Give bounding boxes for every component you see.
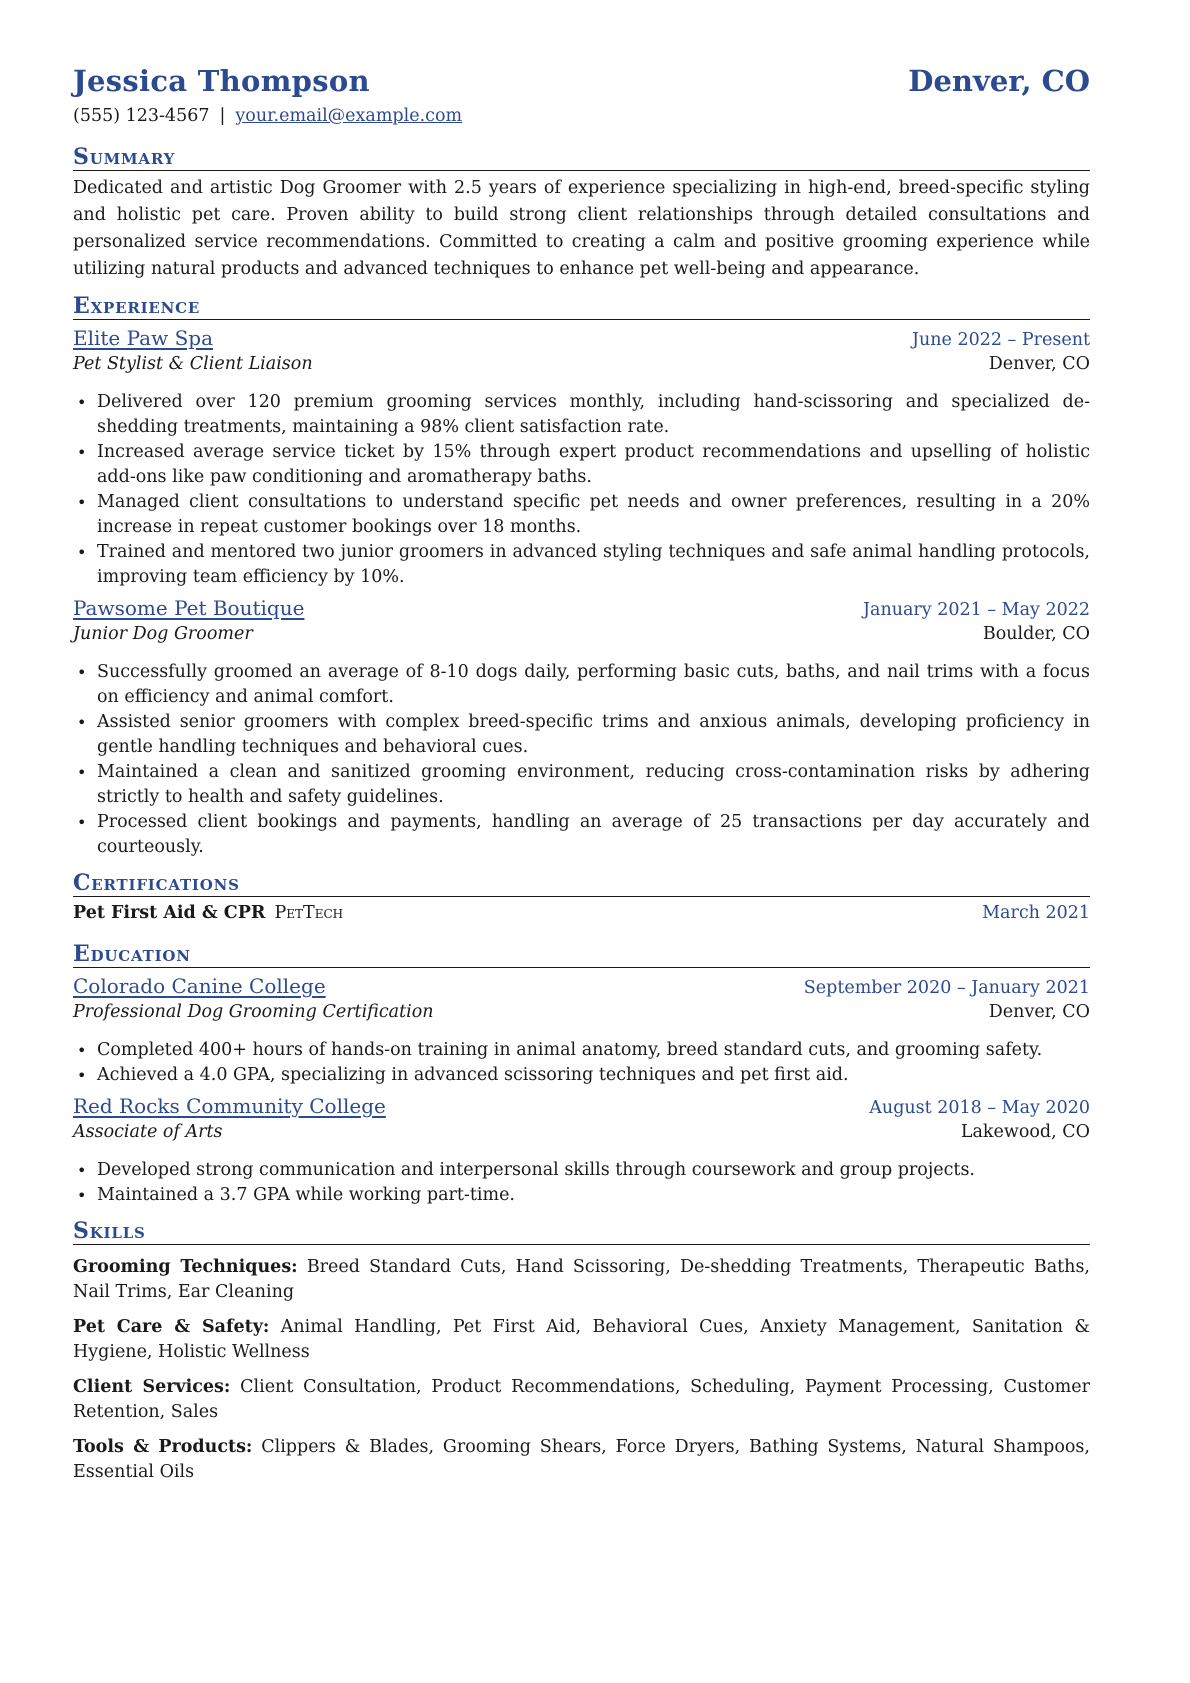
experience-entry	[73, 596, 1090, 860]
list-item: • Maintained a clean and sanitized grooming environment, reducing cross-contamination risks by adhering strictly to health and safety guidelines.	[97, 760, 1090, 810]
summary-text: Dedicated and artistic Dog Groomer with 2.5 years of experience specializing in high-end, breed-specific styling and holistic pet care. Proven ability to build strong client relationships through detailed consultations and personalized service recommendations. Committed to creating a calm and positive grooming experience while utilizing natural products and advanced techniques to enhance pet well-being and appearance.	[73, 178, 1090, 279]
achievement-list	[73, 660, 1090, 860]
certification-date: March 2021	[982, 903, 1090, 923]
skill-category-label: Grooming Techniques:	[73, 1257, 298, 1277]
list-item: • Successfully groomed an average of 8-10 dogs daily, performing basic cuts, baths, and nail trims with a focus on efficiency and animal comfort.	[97, 660, 1090, 710]
education-dates: August 2018 – May 2020	[869, 1098, 1090, 1118]
degree-title: Associate of Arts	[73, 1122, 223, 1142]
contact-separator: |	[219, 106, 226, 126]
school-name[interactable]: Colorado Canine College	[73, 974, 326, 998]
skill-group	[73, 1435, 1090, 1485]
job-title: Pet Stylist & Client Liaison	[73, 354, 313, 374]
list-item: • Managed client consultations to understand specific pet needs and owner preferences, resulting in a 20% increase in repeat customer bookings over 18 months.	[97, 490, 1090, 540]
school-location: Lakewood, CO	[960, 1122, 1090, 1142]
school-location: Denver, CO	[988, 1002, 1090, 1022]
phone-number: (555) 123-4567	[73, 106, 210, 126]
certification-entry	[73, 903, 1090, 931]
email-link[interactable]: your.email@example.com	[235, 106, 463, 126]
education-entry	[73, 1094, 1090, 1208]
skill-items: Animal Handling, Pet First Aid, Behavioral Cues, Anxiety Management, Sanitation & Hygiene, Holistic Wellness	[73, 1317, 1090, 1362]
skill-items: Clippers & Blades, Grooming Shears, Force Dryers, Bathing Systems, Natural Shampoos, Essential Oils	[73, 1437, 1090, 1482]
skill-category-label: Client Services:	[73, 1377, 231, 1397]
candidate-location: Denver, CO	[908, 64, 1090, 98]
resume-header	[73, 64, 1090, 104]
list-item: • Completed 400+ hours of hands-on training in animal anatomy, breed standard cuts, and grooming safety.	[97, 1038, 1090, 1063]
candidate-name: Jessica Thompson	[73, 64, 370, 98]
section-title-experience: Experience	[73, 293, 1090, 320]
section-title-education: Education	[73, 941, 1090, 968]
job-location: Boulder, CO	[982, 624, 1090, 644]
skill-items: Client Consultation, Product Recommendations, Scheduling, Payment Processing, Customer Retention, Sales	[73, 1377, 1090, 1422]
list-item: • Maintained a 3.7 GPA while working part-time.	[97, 1183, 1090, 1208]
list-item: • Achieved a 4.0 GPA, specializing in advanced scissoring techniques and pet first aid.	[97, 1063, 1090, 1088]
list-item: • Delivered over 120 premium grooming services monthly, including hand-scissoring and specialized de-shedding treatments, maintaining a 98% client satisfaction rate.	[97, 390, 1090, 440]
employer-name[interactable]: Elite Paw Spa	[73, 326, 214, 350]
certification-name: Pet First Aid & CPR	[73, 903, 266, 923]
school-name[interactable]: Red Rocks Community College	[73, 1094, 386, 1118]
education-dates: September 2020 – January 2021	[803, 978, 1090, 998]
education-detail-list	[73, 1038, 1090, 1088]
skill-group	[73, 1255, 1090, 1305]
skill-category-label: Tools & Products:	[73, 1437, 253, 1457]
skill-group	[73, 1315, 1090, 1365]
achievement-list	[73, 390, 1090, 590]
employment-dates: June 2022 – Present	[911, 330, 1090, 350]
contact-line	[73, 106, 1090, 134]
section-title-certifications: Certifications	[73, 870, 1090, 897]
list-item: • Increased average service ticket by 15% through expert product recommendations and upselling of holistic add-ons like paw conditioning and aromatherapy baths.	[97, 440, 1090, 490]
job-title: Junior Dog Groomer	[73, 624, 253, 644]
skill-items: Breed Standard Cuts, Hand Scissoring, De-shedding Treatments, Therapeutic Baths, Nail Trims, Ear Cleaning	[73, 1257, 1090, 1302]
list-item: • Processed client bookings and payments, handling an average of 25 transactions per day accurately and courteously.	[97, 810, 1090, 860]
education-entry	[73, 974, 1090, 1088]
section-title-summary: Summary	[73, 144, 1090, 171]
list-item: • Trained and mentored two junior groomers in advanced styling techniques and safe animal handling protocols, improving team efficiency by 10%.	[97, 540, 1090, 590]
employer-name[interactable]: Pawsome Pet Boutique	[73, 596, 305, 620]
skill-group	[73, 1375, 1090, 1425]
employment-dates: January 2021 – May 2022	[863, 600, 1090, 620]
skill-category-label: Pet Care & Safety:	[73, 1317, 270, 1337]
list-item: • Developed strong communication and interpersonal skills through coursework and group projects.	[97, 1158, 1090, 1183]
list-item: • Assisted senior groomers with complex breed-specific trims and anxious animals, developing proficiency in gentle handling techniques and behavioral cues.	[97, 710, 1090, 760]
certification-issuer: PetTech	[274, 903, 344, 923]
degree-title: Professional Dog Grooming Certification	[73, 1002, 434, 1022]
education-detail-list	[73, 1158, 1090, 1208]
section-title-skills: Skills	[73, 1218, 1090, 1245]
job-location: Denver, CO	[988, 354, 1090, 374]
experience-entry	[73, 326, 1090, 590]
